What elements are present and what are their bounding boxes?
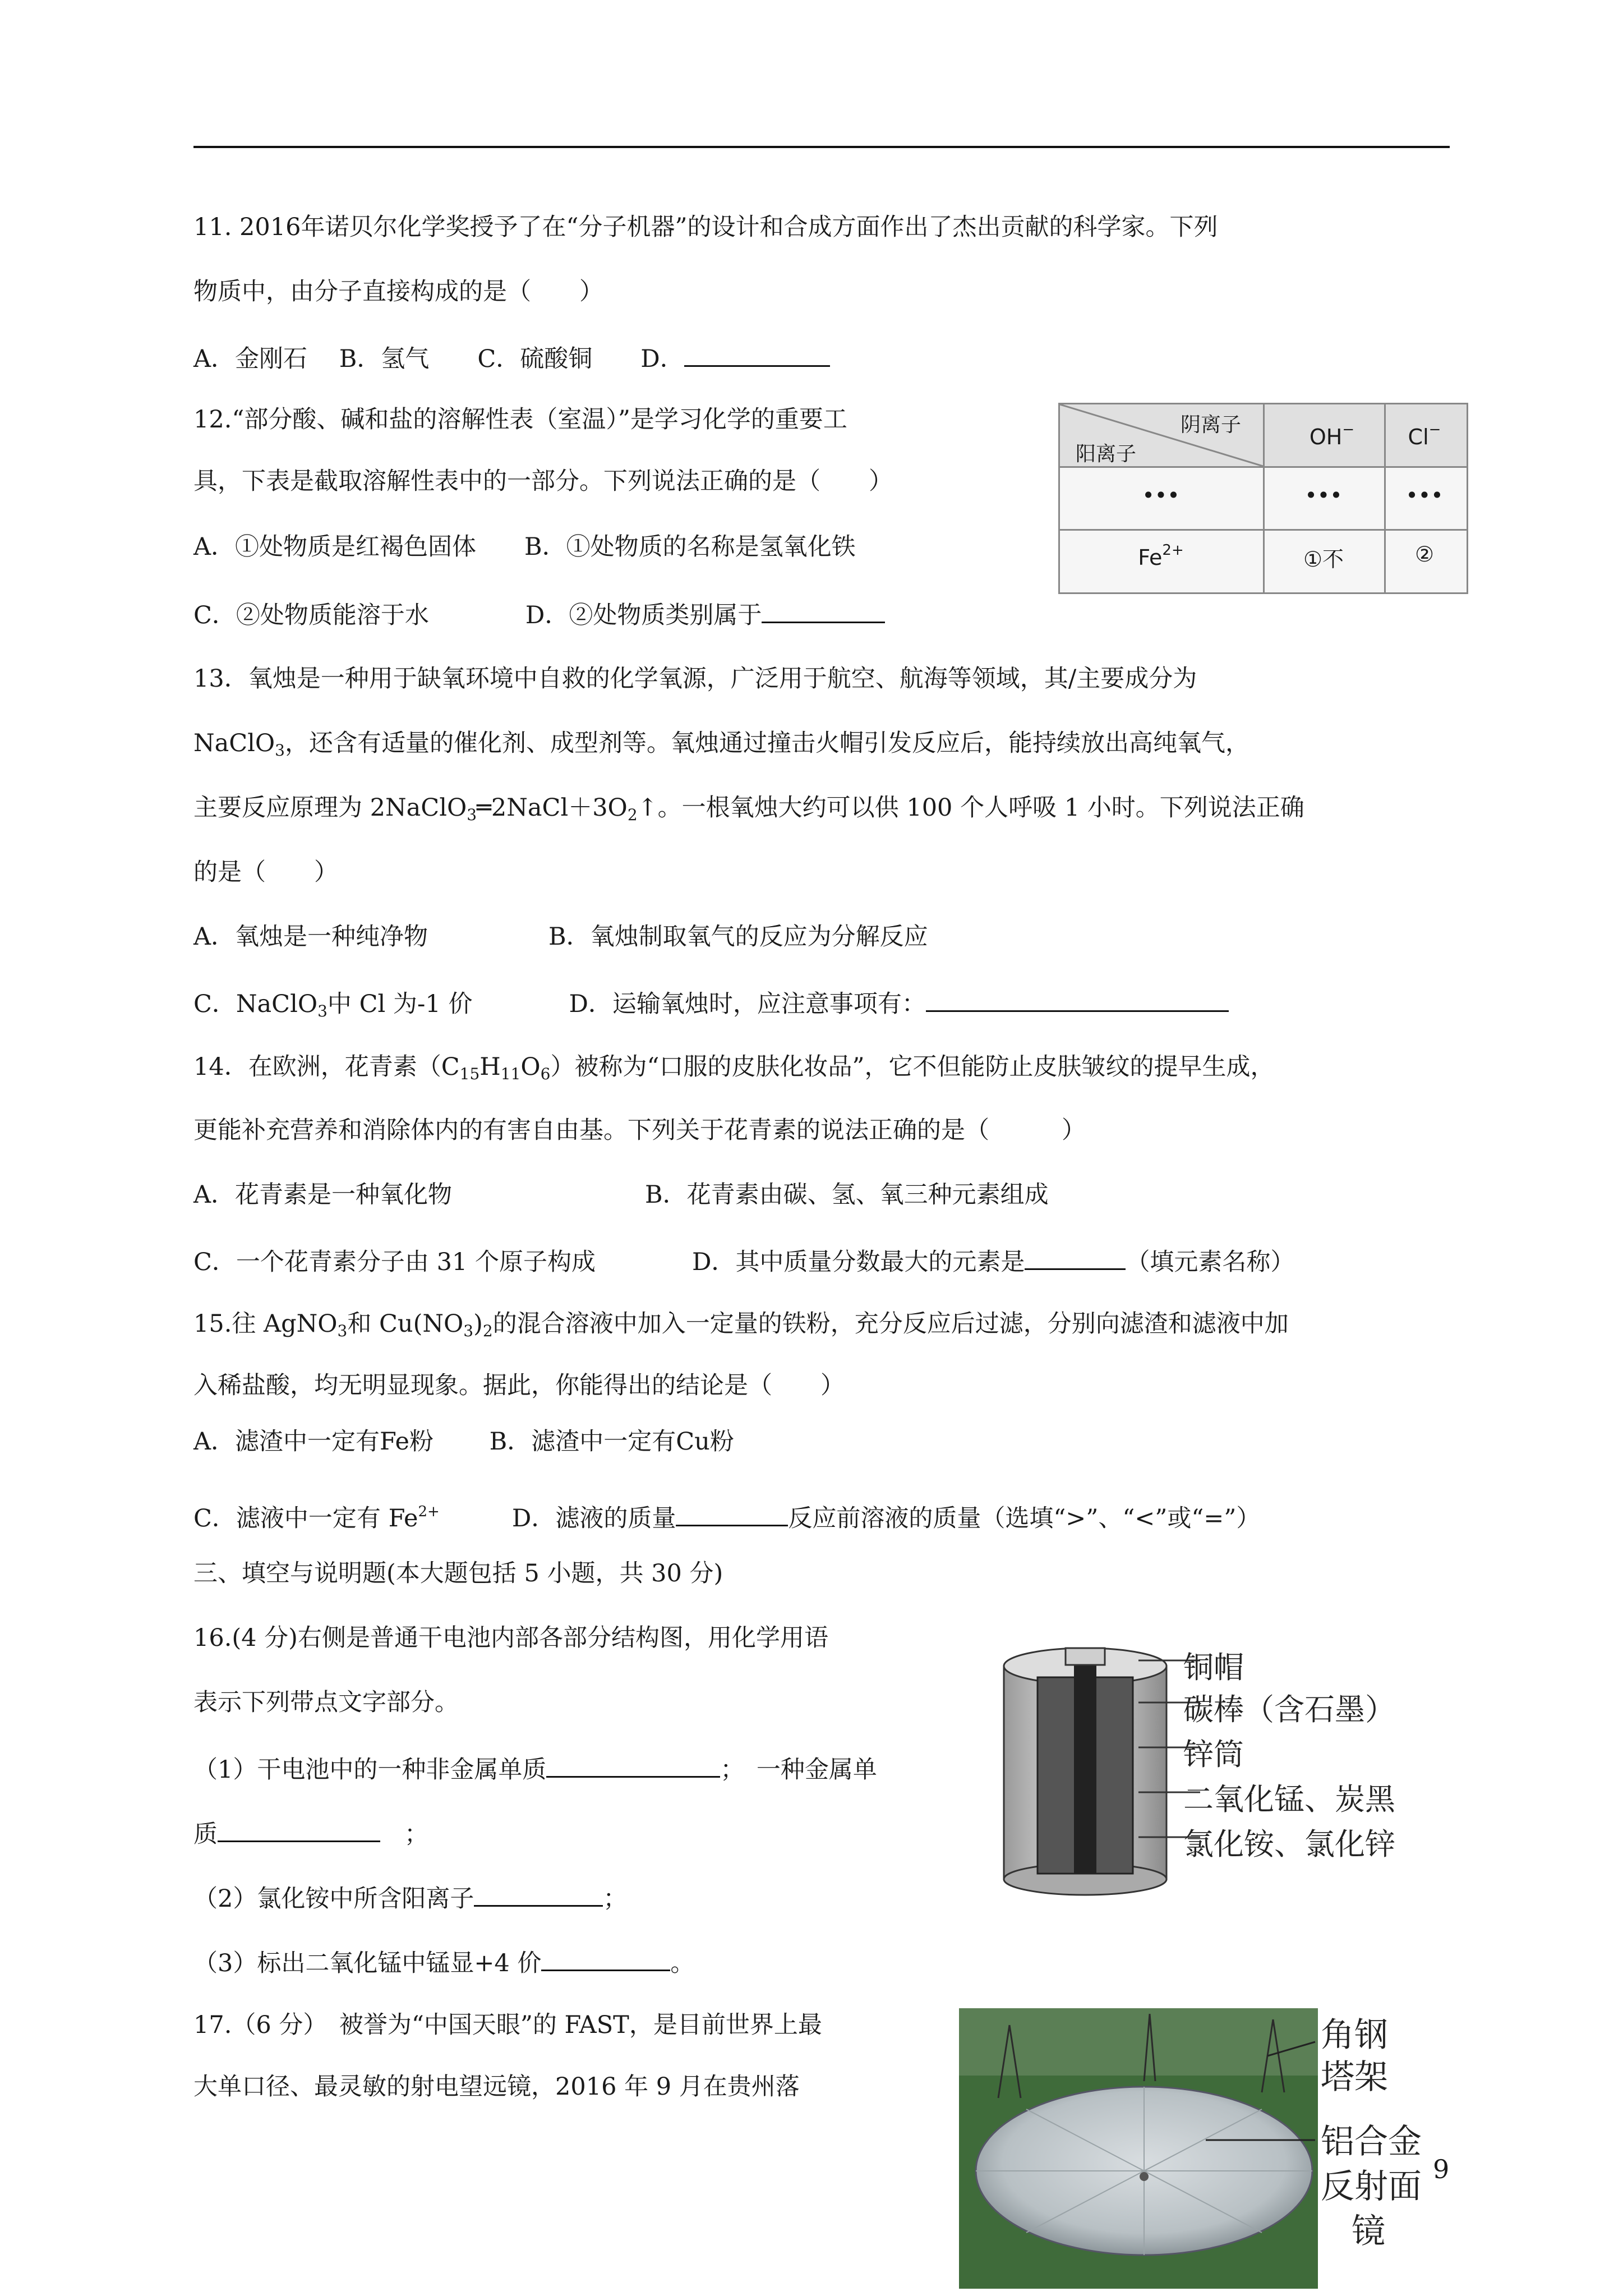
q15-line1-c: ) (473, 1310, 483, 1338)
q14-line1 (193, 1050, 1274, 1091)
fast-telescope-figure (959, 2008, 1422, 2289)
q16-line3-text: （1）干电池中的一种非金属单质 (193, 1756, 547, 1784)
q15-option-d-text: D．滤液的质量 (439, 1504, 676, 1533)
col-cl-charge: − (1428, 421, 1441, 438)
q15-option-a: A．滤渣中一定有Fe粉 B．滤渣中一定有Cu粉 (193, 1428, 734, 1456)
solubility-table (1058, 403, 1468, 594)
label-mno2-carbon: 二氧化锰、炭黑 (1183, 1782, 1395, 1817)
label-reflector: 反射面 (1321, 2167, 1422, 2206)
table-hline-2 (1060, 529, 1467, 531)
q15-line1 (193, 1307, 1289, 1348)
label-angle-steel: 角钢 (1321, 2016, 1388, 2055)
q13-line3 (193, 791, 1304, 832)
label-tower: 塔架 (1321, 2058, 1388, 2097)
q11-options (193, 339, 830, 376)
q12-line2: 具，下表是截取溶解性表中的一部分。下列说法正确的是（ ） (193, 467, 893, 495)
q15-sub2: 2 (482, 1322, 493, 1340)
q13-line2-text: ，还含有适量的催化剂、成型剂等。氧烛通过撞击火帽引发反应后，能持续放出高纯氧气， (285, 729, 1249, 757)
q16-line4 (193, 1815, 428, 1851)
q16-valence-blank[interactable] (541, 1944, 670, 1971)
label-carbon-rod: 碳棒（含石墨） (1183, 1692, 1395, 1727)
q16-line1: 16.(4 分)右侧是普通干电池内部各部分结构图，用化学用语 (193, 1624, 828, 1652)
telescope-leader-lines (1206, 2008, 1329, 2289)
cell-1: ①不 (1303, 547, 1344, 572)
q13-subscript-3: 3 (275, 741, 285, 760)
q16-line5-text: （2）氯化铵中所含阳离子 (193, 1885, 474, 1913)
label-nh4cl-zncl2: 氯化铵、氯化锌 (1183, 1826, 1395, 1862)
q16-nonmetal-blank[interactable] (546, 1750, 720, 1778)
label-zinc-can: 锌筒 (1183, 1737, 1244, 1772)
page-number: 9 (1433, 2154, 1450, 2184)
table-vline-1 (1263, 404, 1265, 592)
q16-line3-tail: ； 一种金属单 (720, 1756, 877, 1784)
q16-line6-text: （3）标出二氧化锰中锰显+4 价 (193, 1949, 542, 1977)
fe-text: Fe (1138, 545, 1163, 570)
q13-line2 (193, 726, 1249, 767)
table-hline-1 (1060, 466, 1467, 468)
row1-cl: ••• (1405, 483, 1444, 508)
q14-sub15: 15 (459, 1065, 480, 1083)
q15-fe-charge: 2+ (418, 1503, 440, 1520)
q13-answer-blank[interactable] (926, 984, 1229, 1012)
q16-line4-text: 质 (193, 1820, 218, 1848)
q12-option-a: A．①处物质是红褐色固体 B．①处物质的名称是氢氧化铁 (193, 533, 856, 561)
q14-option-c (193, 1243, 1294, 1279)
q14-option-c-tail: （填元素名称） (1126, 1248, 1295, 1276)
col-cl-text: Cl (1408, 425, 1429, 449)
q15-option-c (193, 1495, 1260, 1535)
label-mirror: 镜 (1352, 2212, 1385, 2251)
q14-sub6: 6 (540, 1065, 551, 1083)
q13-line4: 的是（ ） (193, 858, 338, 886)
cell-2: ② (1414, 542, 1435, 567)
q13-line3-text: ↑。一根氧烛大约可以供 100 个人呼吸 1 小时。下列说法正确 (637, 794, 1304, 822)
q13-option-a: A．氧烛是一种纯净物 B．氧烛制取氧气的反应为分解反应 (193, 923, 928, 951)
q14-o: O (520, 1053, 541, 1081)
q12-line1: 12.“部分酸、碱和盐的溶解性表（室温）”是学习化学的重要工 (193, 406, 847, 434)
q15-option-d-tail: 反应前溶液的质量（选填“>”、“<”或“=”） (788, 1504, 1261, 1533)
q12-answer-blank[interactable] (762, 596, 885, 623)
table-vline-2 (1384, 404, 1386, 592)
q13-subscript-3c: 3 (317, 1002, 328, 1020)
col-cl (1391, 421, 1458, 449)
label-aluminum-alloy: 铝合金 (1321, 2122, 1422, 2161)
q16-metal-blank[interactable] (218, 1815, 380, 1842)
q15-line2: 入稀盐酸，均无明显现象。据此，你能得出的结论是（ ） (193, 1372, 845, 1400)
q17-line1: 17.（6 分） 被誉为“中国天眼”的 FAST，是目前世界上最 (193, 2011, 822, 2039)
row2-cation (1105, 542, 1217, 570)
q14-line1-text: 14．在欧洲，花青素（C (193, 1053, 460, 1081)
q15-answer-blank[interactable] (676, 1499, 788, 1526)
q14-sub11: 11 (500, 1065, 521, 1083)
q11-line1: 11. 2016年诺贝尔化学奖授予了在“分子机器”的设计和合成方面作出了杰出贡献的科学家。下列 (193, 213, 1218, 241)
label-copper-cap: 铜帽 (1183, 1650, 1244, 1685)
q14-h: H (479, 1053, 501, 1081)
col-oh-text: OH (1309, 425, 1343, 449)
q16-line4-tail: ； (380, 1820, 428, 1848)
header-rule (193, 146, 1450, 148)
q16-line5 (193, 1879, 627, 1916)
q16-line2: 表示下列带点文字部分。 (193, 1688, 459, 1717)
q12-option-c-text: C．②处物质能溶于水 D．②处物质类别属于 (193, 601, 762, 629)
q13-equation-left: 主要反应原理为 2NaClO (193, 794, 467, 822)
q14-line2: 更能补充营养和消除体内的有害自由基。下列关于花青素的说法正确的是（ ） (193, 1116, 1086, 1144)
section-3-heading: 三、填空与说明题(本大题包括 5 小题，共 30 分) (193, 1559, 723, 1588)
q15-line1-b: 和 Cu(NO (347, 1310, 464, 1338)
q13-option-c-text2: 中 Cl 为-1 价 D．运输氧烛时，应注意事项有： (327, 990, 926, 1018)
q16-cation-blank[interactable] (474, 1879, 603, 1907)
row1-oh: ••• (1304, 483, 1343, 508)
row1-cation: ••• (1142, 483, 1180, 508)
q15-sub3b: 3 (463, 1322, 474, 1340)
q13-equation-right: ═2NaCl＋3O (477, 794, 628, 822)
col-oh (1290, 421, 1374, 449)
q17-line2: 大单口径、最灵敏的射电望远镜，2016 年 9 月在贵州落 (193, 2073, 800, 2101)
q13-option-c-text1: C．NaClO (193, 990, 318, 1018)
q11-line2: 物质中，由分子直接构成的是（ ） (193, 278, 603, 306)
q13-naclo-formula: NaClO (193, 729, 275, 757)
q12-option-c (193, 596, 885, 632)
q11-options-text: A．金刚石 B．氢气 C．硫酸铜 D． (193, 345, 684, 373)
q15-line1-d: 的混合溶液中加入一定量的铁粉，充分反应后过滤，分别向滤渣和滤液中加 (492, 1310, 1289, 1338)
q16-line5-tail: ； (603, 1885, 628, 1913)
q16-line3 (193, 1750, 877, 1787)
q15-option-c-text: C．滤液中一定有 Fe (193, 1504, 418, 1533)
q14-option-a: A．花青素是一种氧化物 B．花青素由碳、氢、氧三种元素组成 (193, 1181, 1049, 1209)
q11-answer-blank[interactable] (684, 339, 830, 367)
battery-structure-figure (993, 1638, 1430, 1896)
q16-line6 (193, 1944, 694, 1980)
anion-header: 阴离子 (1181, 413, 1242, 436)
q15-sub3: 3 (337, 1322, 348, 1340)
q13-subscript-2: 2 (627, 806, 638, 824)
col-oh-charge: − (1342, 421, 1355, 438)
q13-subscript-3b: 3 (467, 806, 477, 824)
q14-answer-blank[interactable] (1025, 1243, 1126, 1270)
q14-option-c-text: C．一个花青素分子由 31 个原子构成 D．其中质量分数最大的元素是 (193, 1248, 1025, 1276)
q14-line1-tail: ）被称为“口服的皮肤化妆品”，它不但能防止皮肤皱纹的提早生成， (550, 1053, 1275, 1081)
q13-line1: 13．氧烛是一种用于缺氧环境中自救的化学氧源，广泛用于航空、航海等领域，其/主要成分为 (193, 665, 1197, 693)
q16-line6-tail: 。 (670, 1949, 695, 1977)
fe-charge: 2+ (1162, 542, 1184, 559)
cation-header: 阳离子 (1076, 443, 1137, 466)
q13-option-c (193, 984, 1229, 1028)
q15-line1-a: 15.往 AgNO (193, 1310, 338, 1338)
